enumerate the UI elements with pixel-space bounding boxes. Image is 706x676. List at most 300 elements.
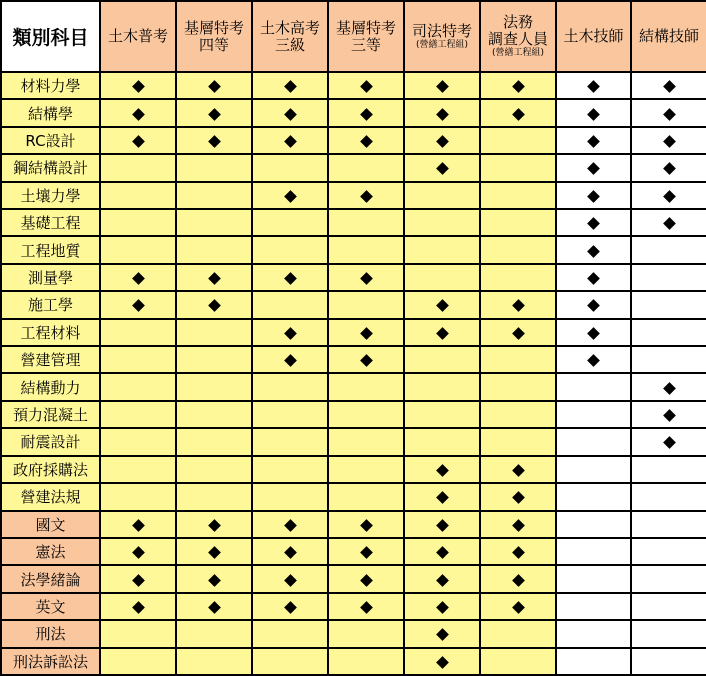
table-row	[1, 319, 706, 346]
mark-cell	[631, 72, 706, 99]
mark-cell	[328, 209, 404, 236]
mark-cell	[100, 346, 176, 373]
mark-cell	[631, 538, 706, 565]
diamond-marker-icon	[360, 574, 373, 587]
subject-cell: 耐震設計	[1, 428, 100, 455]
mark-cell	[631, 99, 706, 126]
mark-cell	[480, 648, 556, 675]
table-body	[1, 72, 706, 675]
diamond-marker-icon	[208, 80, 221, 93]
mark-cell	[404, 428, 480, 455]
diamond-marker-icon	[284, 327, 297, 340]
diamond-marker-icon	[436, 80, 449, 93]
column-header-line: 土木高考	[259, 18, 320, 37]
mark-cell	[480, 264, 556, 291]
mark-cell	[100, 428, 176, 455]
column-header-line: 土木普考	[107, 27, 168, 45]
mark-cell	[328, 565, 404, 592]
diamond-marker-icon	[208, 574, 221, 587]
diamond-marker-icon	[360, 190, 373, 203]
table-row	[1, 511, 706, 538]
mark-cell	[556, 264, 631, 291]
mark-cell	[176, 565, 252, 592]
mark-cell	[631, 346, 706, 373]
mark-cell	[100, 236, 176, 263]
mark-cell	[556, 565, 631, 592]
mark-cell	[252, 565, 328, 592]
mark-cell	[328, 620, 404, 647]
column-header-line: 法務	[502, 13, 533, 31]
mark-cell	[404, 620, 480, 647]
mark-cell	[252, 593, 328, 620]
table-row	[1, 456, 706, 483]
mark-cell	[100, 648, 176, 675]
diamond-marker-icon	[284, 190, 297, 203]
mark-cell	[480, 72, 556, 99]
mark-cell	[252, 456, 328, 483]
mark-cell	[404, 236, 480, 263]
mark-cell	[176, 373, 252, 400]
diamond-marker-icon	[436, 628, 449, 641]
table-row	[1, 154, 706, 181]
subject-cell: 法學緒論	[1, 565, 100, 592]
mark-cell	[328, 127, 404, 154]
subject-cell: 營建管理	[1, 346, 100, 373]
diamond-marker-icon	[360, 80, 373, 93]
mark-cell	[404, 456, 480, 483]
subject-cell: 工程材料	[1, 319, 100, 346]
mark-cell	[404, 593, 480, 620]
table-row	[1, 565, 706, 592]
mark-cell	[100, 620, 176, 647]
mark-cell	[100, 565, 176, 592]
column-header-line: 土木技師	[563, 27, 624, 45]
mark-cell	[100, 264, 176, 291]
diamond-marker-icon	[587, 300, 600, 313]
mark-cell	[404, 154, 480, 181]
column-header	[404, 1, 480, 72]
mark-cell	[480, 182, 556, 209]
mark-cell	[328, 401, 404, 428]
diamond-marker-icon	[360, 108, 373, 121]
diamond-marker-icon	[587, 135, 600, 148]
mark-cell	[556, 99, 631, 126]
subject-cell: 施工學	[1, 291, 100, 318]
mark-cell	[176, 236, 252, 263]
mark-cell	[556, 154, 631, 181]
mark-cell	[176, 182, 252, 209]
mark-cell	[100, 511, 176, 538]
subject-cell: 結構動力	[1, 373, 100, 400]
column-header-note: (營繕工程組)	[415, 39, 469, 50]
mark-cell	[328, 236, 404, 263]
column-header	[556, 1, 631, 72]
mark-cell	[404, 346, 480, 373]
mark-cell	[176, 401, 252, 428]
mark-cell	[631, 373, 706, 400]
table-row	[1, 373, 706, 400]
diamond-marker-icon	[436, 601, 449, 614]
mark-cell	[100, 593, 176, 620]
mark-cell	[480, 373, 556, 400]
mark-cell	[480, 483, 556, 510]
diamond-marker-icon	[284, 135, 297, 148]
mark-cell	[556, 456, 631, 483]
mark-cell	[631, 483, 706, 510]
diamond-marker-icon	[208, 135, 221, 148]
subject-cell: 土壤力學	[1, 182, 100, 209]
mark-cell	[328, 319, 404, 346]
mark-cell	[631, 291, 706, 318]
mark-cell	[252, 99, 328, 126]
diamond-marker-icon	[436, 464, 449, 477]
mark-cell	[631, 209, 706, 236]
mark-cell	[176, 264, 252, 291]
diamond-marker-icon	[132, 80, 145, 93]
mark-cell	[556, 319, 631, 346]
diamond-marker-icon	[436, 546, 449, 559]
mark-cell	[480, 319, 556, 346]
diamond-marker-icon	[436, 656, 449, 669]
mark-cell	[328, 99, 404, 126]
mark-cell	[556, 401, 631, 428]
mark-cell	[176, 154, 252, 181]
mark-cell	[328, 456, 404, 483]
mark-cell	[556, 291, 631, 318]
mark-cell	[404, 319, 480, 346]
mark-cell	[556, 428, 631, 455]
mark-cell	[176, 428, 252, 455]
mark-cell	[404, 648, 480, 675]
mark-cell	[252, 236, 328, 263]
table-row	[1, 72, 706, 99]
diamond-marker-icon	[360, 601, 373, 614]
diamond-marker-icon	[512, 546, 525, 559]
mark-cell	[252, 291, 328, 318]
mark-cell	[100, 319, 176, 346]
mark-cell	[480, 291, 556, 318]
mark-cell	[100, 291, 176, 318]
mark-cell	[176, 319, 252, 346]
diamond-marker-icon	[512, 327, 525, 340]
column-header-line: 結構技師	[638, 27, 699, 45]
mark-cell	[176, 346, 252, 373]
mark-cell	[176, 72, 252, 99]
diamond-marker-icon	[587, 108, 600, 121]
column-header	[480, 1, 556, 72]
mark-cell	[100, 182, 176, 209]
diamond-marker-icon	[512, 464, 525, 477]
mark-cell	[404, 99, 480, 126]
mark-cell	[631, 182, 706, 209]
diamond-marker-icon	[663, 108, 676, 121]
mark-cell	[631, 264, 706, 291]
mark-cell	[556, 511, 631, 538]
diamond-marker-icon	[284, 546, 297, 559]
mark-cell	[480, 620, 556, 647]
mark-cell	[480, 346, 556, 373]
mark-cell	[480, 154, 556, 181]
mark-cell	[556, 620, 631, 647]
diamond-marker-icon	[512, 300, 525, 313]
mark-cell	[631, 154, 706, 181]
mark-cell	[556, 72, 631, 99]
subject-cell: 英文	[1, 593, 100, 620]
diamond-marker-icon	[132, 546, 145, 559]
mark-cell	[252, 538, 328, 565]
mark-cell	[480, 209, 556, 236]
diamond-marker-icon	[360, 135, 373, 148]
mark-cell	[176, 538, 252, 565]
mark-cell	[480, 593, 556, 620]
mark-cell	[404, 483, 480, 510]
diamond-marker-icon	[663, 437, 676, 450]
mark-cell	[328, 291, 404, 318]
column-header	[176, 1, 252, 72]
diamond-marker-icon	[132, 519, 145, 532]
diamond-marker-icon	[208, 108, 221, 121]
mark-cell	[480, 565, 556, 592]
diamond-marker-icon	[284, 108, 297, 121]
table-row	[1, 593, 706, 620]
mark-cell	[631, 456, 706, 483]
mark-cell	[176, 127, 252, 154]
mark-cell	[328, 511, 404, 538]
table-row	[1, 264, 706, 291]
column-header	[252, 1, 328, 72]
mark-cell	[176, 456, 252, 483]
diamond-marker-icon	[360, 272, 373, 285]
diamond-marker-icon	[360, 519, 373, 532]
mark-cell	[328, 373, 404, 400]
mark-cell	[176, 99, 252, 126]
table-row	[1, 291, 706, 318]
mark-cell	[252, 483, 328, 510]
mark-cell	[328, 538, 404, 565]
mark-cell	[100, 401, 176, 428]
mark-cell	[252, 72, 328, 99]
mark-cell	[252, 209, 328, 236]
table-row	[1, 620, 706, 647]
mark-cell	[328, 264, 404, 291]
mark-cell	[176, 593, 252, 620]
diamond-marker-icon	[587, 190, 600, 203]
diamond-marker-icon	[587, 163, 600, 176]
diamond-marker-icon	[436, 108, 449, 121]
mark-cell	[176, 209, 252, 236]
diamond-marker-icon	[587, 245, 600, 258]
mark-cell	[404, 209, 480, 236]
mark-cell	[100, 154, 176, 181]
diamond-marker-icon	[512, 574, 525, 587]
diamond-marker-icon	[436, 327, 449, 340]
mark-cell	[176, 648, 252, 675]
mark-cell	[328, 593, 404, 620]
diamond-marker-icon	[284, 272, 297, 285]
column-header-line: 司法特考	[411, 21, 472, 40]
mark-cell	[252, 127, 328, 154]
column-header-note: (營繕工程組)	[491, 48, 545, 58]
mark-cell	[556, 483, 631, 510]
subject-cell: 材料力學	[1, 72, 100, 99]
mark-cell	[176, 620, 252, 647]
mark-cell	[631, 319, 706, 346]
diamond-marker-icon	[512, 80, 525, 93]
mark-cell	[556, 593, 631, 620]
diamond-marker-icon	[587, 354, 600, 367]
mark-cell	[328, 182, 404, 209]
mark-cell	[100, 373, 176, 400]
diamond-marker-icon	[360, 354, 373, 367]
column-header-line: 調查人員	[487, 30, 548, 48]
mark-cell	[404, 401, 480, 428]
diamond-marker-icon	[663, 382, 676, 395]
subject-cell: 預力混凝土	[1, 401, 100, 428]
mark-cell	[252, 428, 328, 455]
mark-cell	[631, 236, 706, 263]
mark-cell	[556, 373, 631, 400]
mark-cell	[252, 373, 328, 400]
diamond-marker-icon	[587, 80, 600, 93]
mark-cell	[328, 483, 404, 510]
mark-cell	[404, 72, 480, 99]
mark-cell	[404, 373, 480, 400]
diamond-marker-icon	[512, 519, 525, 532]
table-row	[1, 127, 706, 154]
column-header	[631, 1, 706, 72]
mark-cell	[631, 620, 706, 647]
table-row	[1, 209, 706, 236]
table-row	[1, 99, 706, 126]
subject-cell: 國文	[1, 511, 100, 538]
mark-cell	[480, 99, 556, 126]
diamond-marker-icon	[663, 409, 676, 422]
mark-cell	[404, 127, 480, 154]
table-row	[1, 182, 706, 209]
column-header-line: 三級	[274, 35, 305, 54]
diamond-marker-icon	[208, 519, 221, 532]
subject-cell: 基礎工程	[1, 209, 100, 236]
mark-cell	[404, 182, 480, 209]
diamond-marker-icon	[208, 546, 221, 559]
diamond-marker-icon	[360, 327, 373, 340]
subject-cell: 憲法	[1, 538, 100, 565]
mark-cell	[556, 182, 631, 209]
table-row	[1, 538, 706, 565]
mark-cell	[480, 511, 556, 538]
diamond-marker-icon	[284, 601, 297, 614]
diamond-marker-icon	[436, 300, 449, 313]
column-header-line: 基層特考	[183, 18, 244, 37]
mark-cell	[480, 538, 556, 565]
diamond-marker-icon	[663, 190, 676, 203]
diamond-marker-icon	[284, 354, 297, 367]
mark-cell	[252, 620, 328, 647]
subject-cell: 營建法規	[1, 483, 100, 510]
diamond-marker-icon	[512, 601, 525, 614]
diamond-marker-icon	[132, 272, 145, 285]
subject-cell: 結構學	[1, 99, 100, 126]
mark-cell	[252, 154, 328, 181]
diamond-marker-icon	[663, 163, 676, 176]
mark-cell	[631, 648, 706, 675]
mark-cell	[328, 154, 404, 181]
diamond-marker-icon	[208, 300, 221, 313]
table-row	[1, 346, 706, 373]
mark-cell	[176, 511, 252, 538]
column-header-line: 三等	[350, 35, 381, 54]
diamond-marker-icon	[132, 601, 145, 614]
mark-cell	[404, 264, 480, 291]
mark-cell	[556, 538, 631, 565]
mark-cell	[100, 483, 176, 510]
diamond-marker-icon	[436, 163, 449, 176]
diamond-marker-icon	[512, 108, 525, 121]
diamond-marker-icon	[436, 519, 449, 532]
mark-cell	[631, 565, 706, 592]
mark-cell	[328, 346, 404, 373]
diamond-marker-icon	[284, 574, 297, 587]
mark-cell	[252, 264, 328, 291]
mark-cell	[100, 538, 176, 565]
mark-cell	[100, 209, 176, 236]
mark-cell	[404, 565, 480, 592]
mark-cell	[480, 428, 556, 455]
mark-cell	[176, 483, 252, 510]
table-row	[1, 236, 706, 263]
column-header	[328, 1, 404, 72]
mark-cell	[556, 648, 631, 675]
mark-cell	[404, 511, 480, 538]
diamond-marker-icon	[132, 300, 145, 313]
mark-cell	[631, 428, 706, 455]
diamond-marker-icon	[436, 491, 449, 504]
header-row	[1, 1, 706, 72]
mark-cell	[328, 648, 404, 675]
diamond-marker-icon	[663, 80, 676, 93]
subject-cell: 測量學	[1, 264, 100, 291]
mark-cell	[328, 428, 404, 455]
mark-cell	[480, 456, 556, 483]
mark-cell	[100, 72, 176, 99]
mark-cell	[252, 182, 328, 209]
mark-cell	[100, 99, 176, 126]
mark-cell	[556, 346, 631, 373]
mark-cell	[556, 236, 631, 263]
subject-cell: 政府採購法	[1, 456, 100, 483]
diamond-marker-icon	[284, 80, 297, 93]
mark-cell	[100, 127, 176, 154]
diamond-marker-icon	[587, 272, 600, 285]
mark-cell	[631, 511, 706, 538]
mark-cell	[252, 401, 328, 428]
diamond-marker-icon	[663, 217, 676, 230]
column-header	[100, 1, 176, 72]
mark-cell	[252, 648, 328, 675]
diamond-marker-icon	[208, 272, 221, 285]
subject-cell: 工程地質	[1, 236, 100, 263]
mark-cell	[100, 456, 176, 483]
table-row	[1, 401, 706, 428]
mark-cell	[252, 511, 328, 538]
mark-cell	[631, 127, 706, 154]
table-row	[1, 428, 706, 455]
mark-cell	[556, 127, 631, 154]
diamond-marker-icon	[436, 135, 449, 148]
table-row	[1, 648, 706, 675]
diamond-marker-icon	[436, 574, 449, 587]
subject-cell: 鋼結構設計	[1, 154, 100, 181]
